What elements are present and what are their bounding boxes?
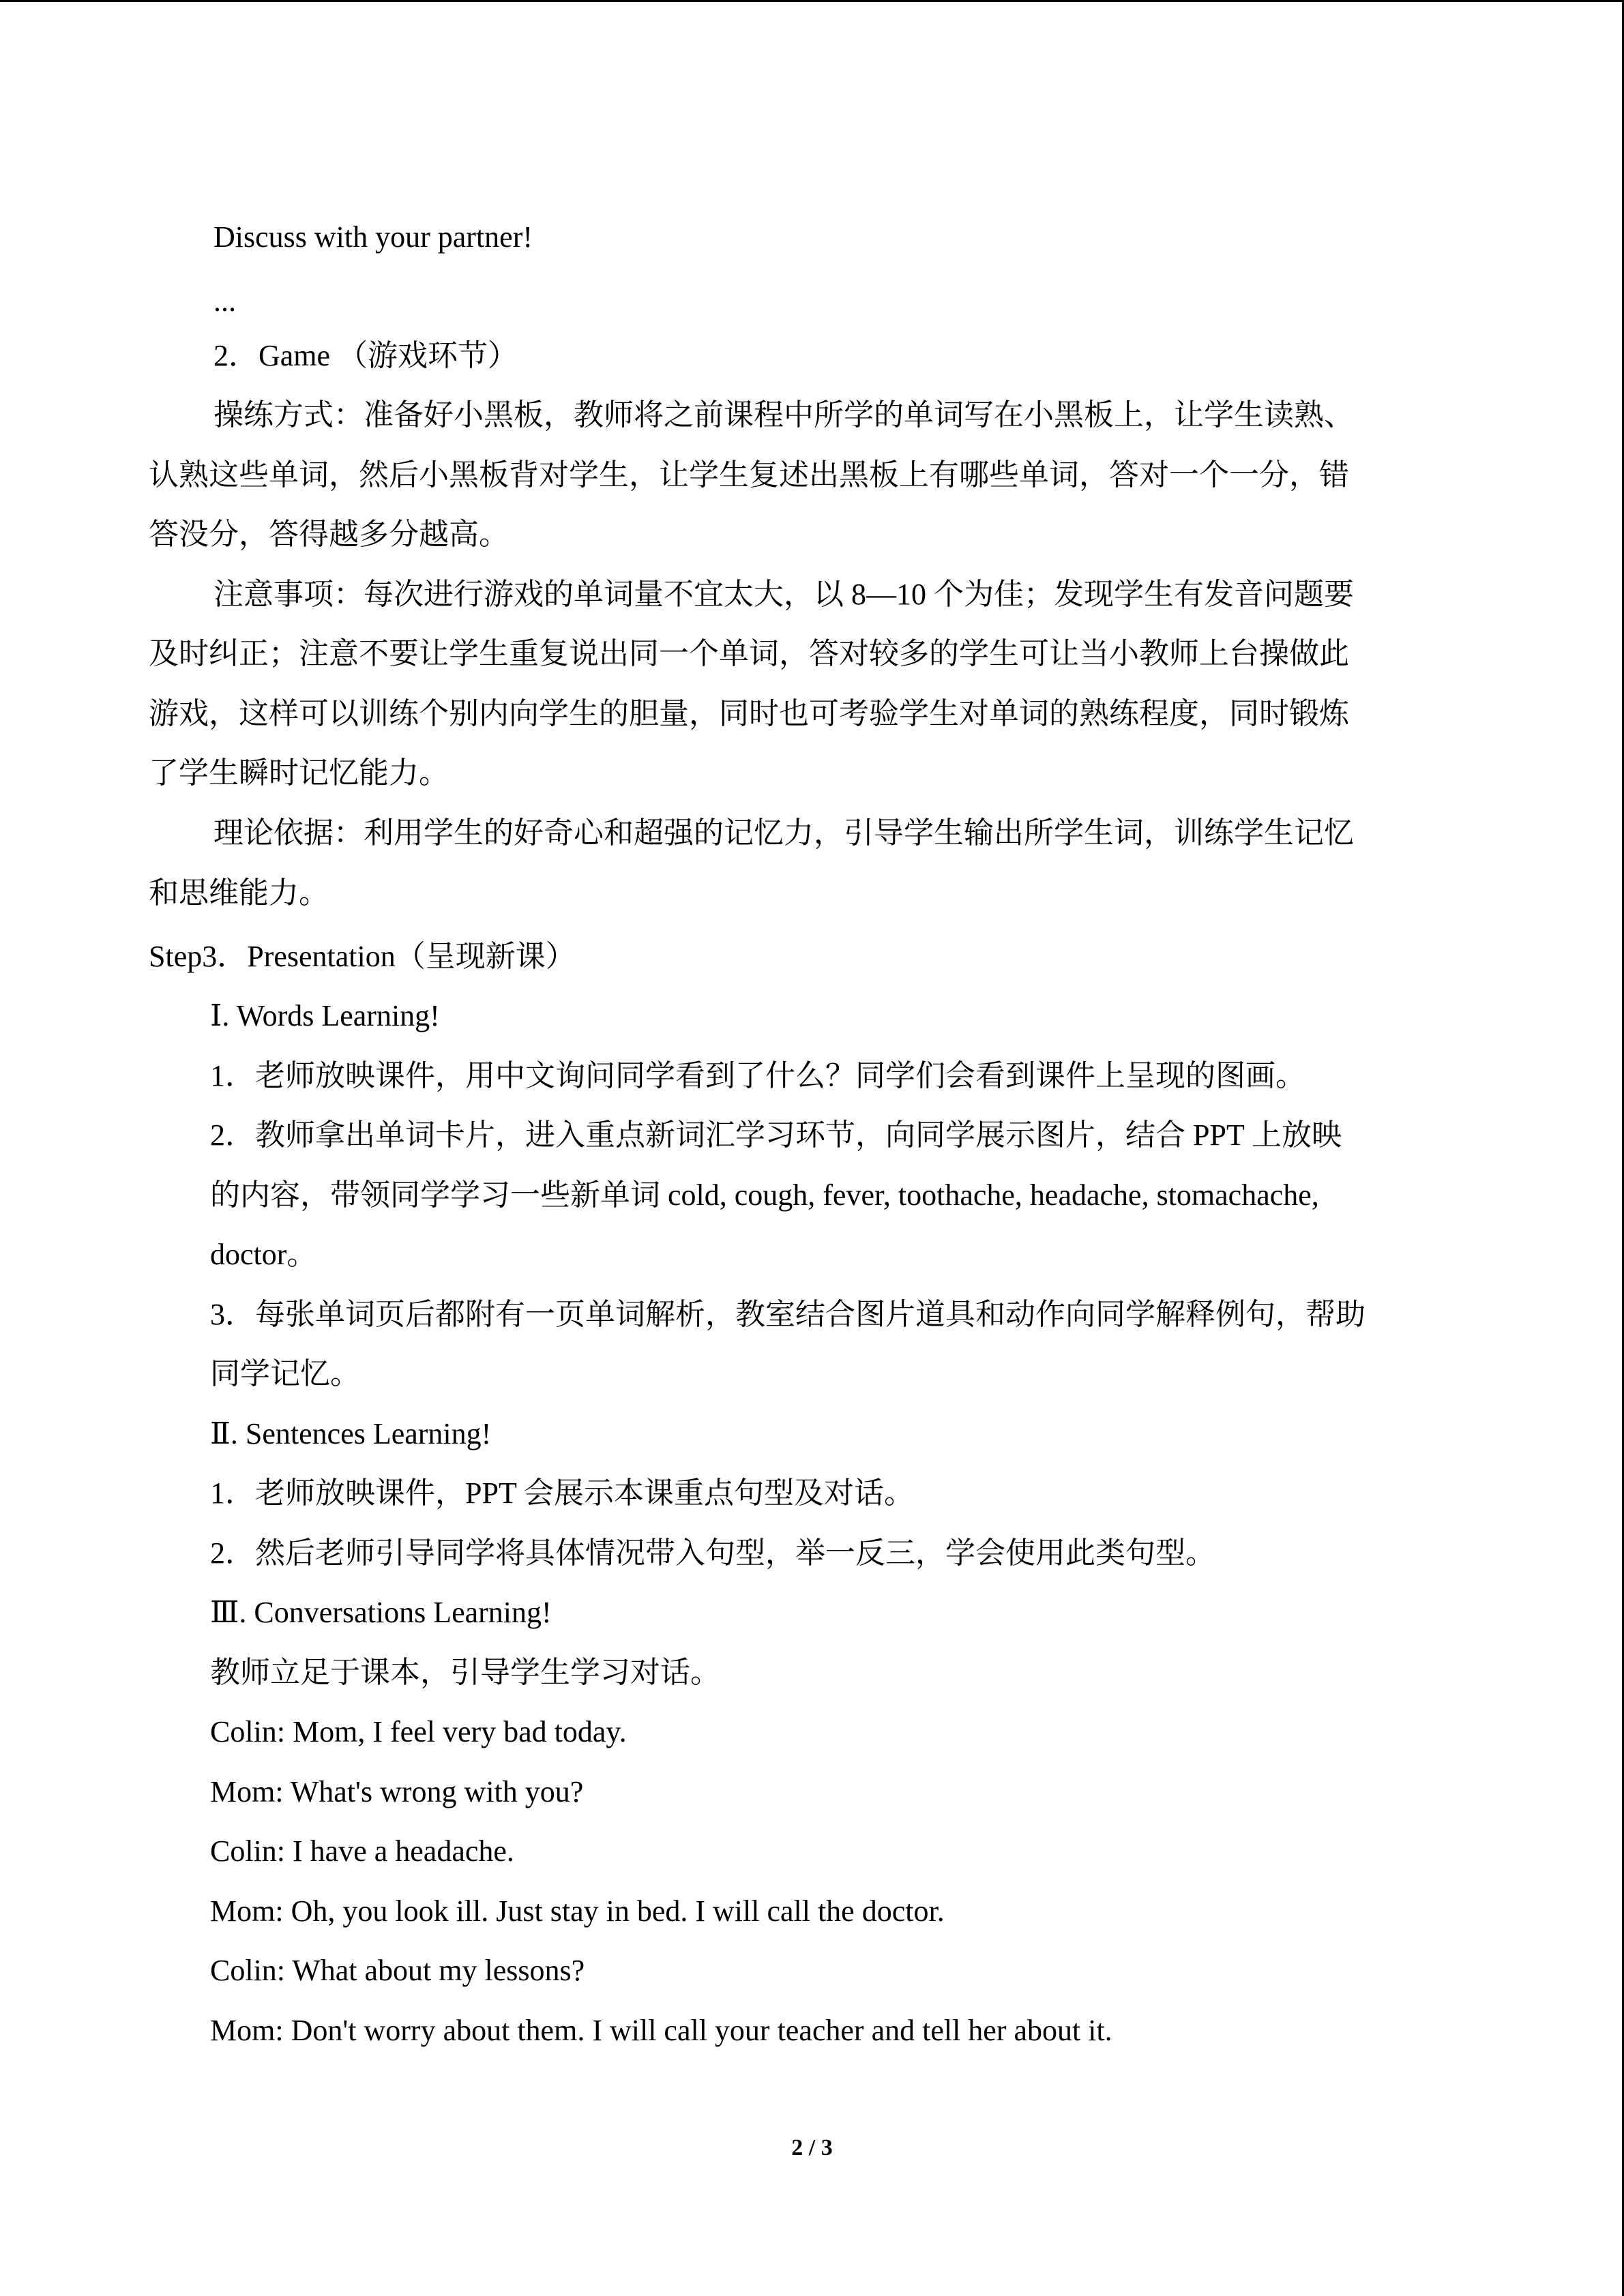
game-notes-line: 游戏，这样可以训练个别内向学生的胆量，同时也可考验学生对单词的熟练程度，同时锻炼 xyxy=(149,697,1349,730)
words-item: 1．老师放映课件，用中文询问同学看到了什么？同学们会看到课件上呈现的图画。 xyxy=(210,1059,1305,1092)
sentences-item: 1．老师放映课件，PPT 会展示本课重点句型及对话。 xyxy=(210,1476,915,1510)
sentences-heading: Ⅱ. Sentences Learning! xyxy=(210,1417,492,1450)
words-heading: Ⅰ. Words Learning! xyxy=(210,999,440,1032)
game-method-line: 认熟这些单词，然后小黑板背对学生，让学生复述出黑板上有哪些单词，答对一个一分，错 xyxy=(149,458,1349,492)
dialogue-line: Mom: Don't worry about them. I will call your teacher and tell her about it. xyxy=(210,2014,1112,2047)
game-notes-line: 了学生瞬时记忆能力。 xyxy=(149,756,449,790)
game-method-line: 操练方式：准备好小黑板，教师将之前课程中所学的单词写在小黑板上，让学生读熟、 xyxy=(213,398,1354,432)
game-theory-line: 和思维能力。 xyxy=(149,876,329,910)
page-number: 2 / 3 xyxy=(791,2135,833,2160)
discuss-line: Discuss with your partner! xyxy=(213,220,533,254)
dialogue-line: Colin: What about my lessons? xyxy=(210,1954,585,1987)
dialogue-line: Colin: Mom, I feel very bad today. xyxy=(210,1715,627,1748)
dialogue-line: Mom: What's wrong with you? xyxy=(210,1775,584,1808)
ellipsis-line: ... xyxy=(213,284,236,318)
game-notes-line: 注意事项：每次进行游戏的单词量不宜太大，以 8—10 个为佳；发现学生有发音问题要 xyxy=(213,578,1354,611)
game-heading: 2．Game （游戏环节） xyxy=(213,339,518,372)
dialogue-line: Colin: I have a headache. xyxy=(210,1834,514,1868)
game-notes-line: 及时纠正；注意不要让学生重复说出同一个单词，答对较多的学生可让当小教师上台操做此 xyxy=(149,637,1349,670)
step3-heading: Step3．Presentation（呈现新课） xyxy=(149,940,576,973)
conversations-heading: Ⅲ. Conversations Learning! xyxy=(210,1596,552,1629)
conversations-intro: 教师立足于课本，引导学生学习对话。 xyxy=(210,1656,720,1689)
game-method-line: 答没分，答得越多分越高。 xyxy=(149,518,509,551)
words-item: 3．每张单词页后都附有一页单词解析，教室结合图片道具和动作向同学解释例句，帮助 xyxy=(210,1298,1365,1331)
game-theory-line: 理论依据：利用学生的好奇心和超强的记忆力，引导学生输出所学生词，训练学生记忆 xyxy=(213,816,1354,850)
words-item: 2．教师拿出单词卡片，进入重点新词汇学习环节，向同学展示图片，结合 PPT 上放映 xyxy=(210,1118,1342,1152)
words-item: doctor。 xyxy=(210,1238,317,1271)
dialogue-line: Mom: Oh, you look ill. Just stay in bed. I will call the doctor. xyxy=(210,1894,945,1928)
words-item: 同学记忆。 xyxy=(210,1357,360,1390)
words-item: 的内容，带领同学学习一些新单词 cold, cough, fever, toothache, headache, stomachache, xyxy=(210,1178,1319,1212)
sentences-item: 2．然后老师引导同学将具体情况带入句型，举一反三，学会使用此类句型。 xyxy=(210,1536,1215,1570)
